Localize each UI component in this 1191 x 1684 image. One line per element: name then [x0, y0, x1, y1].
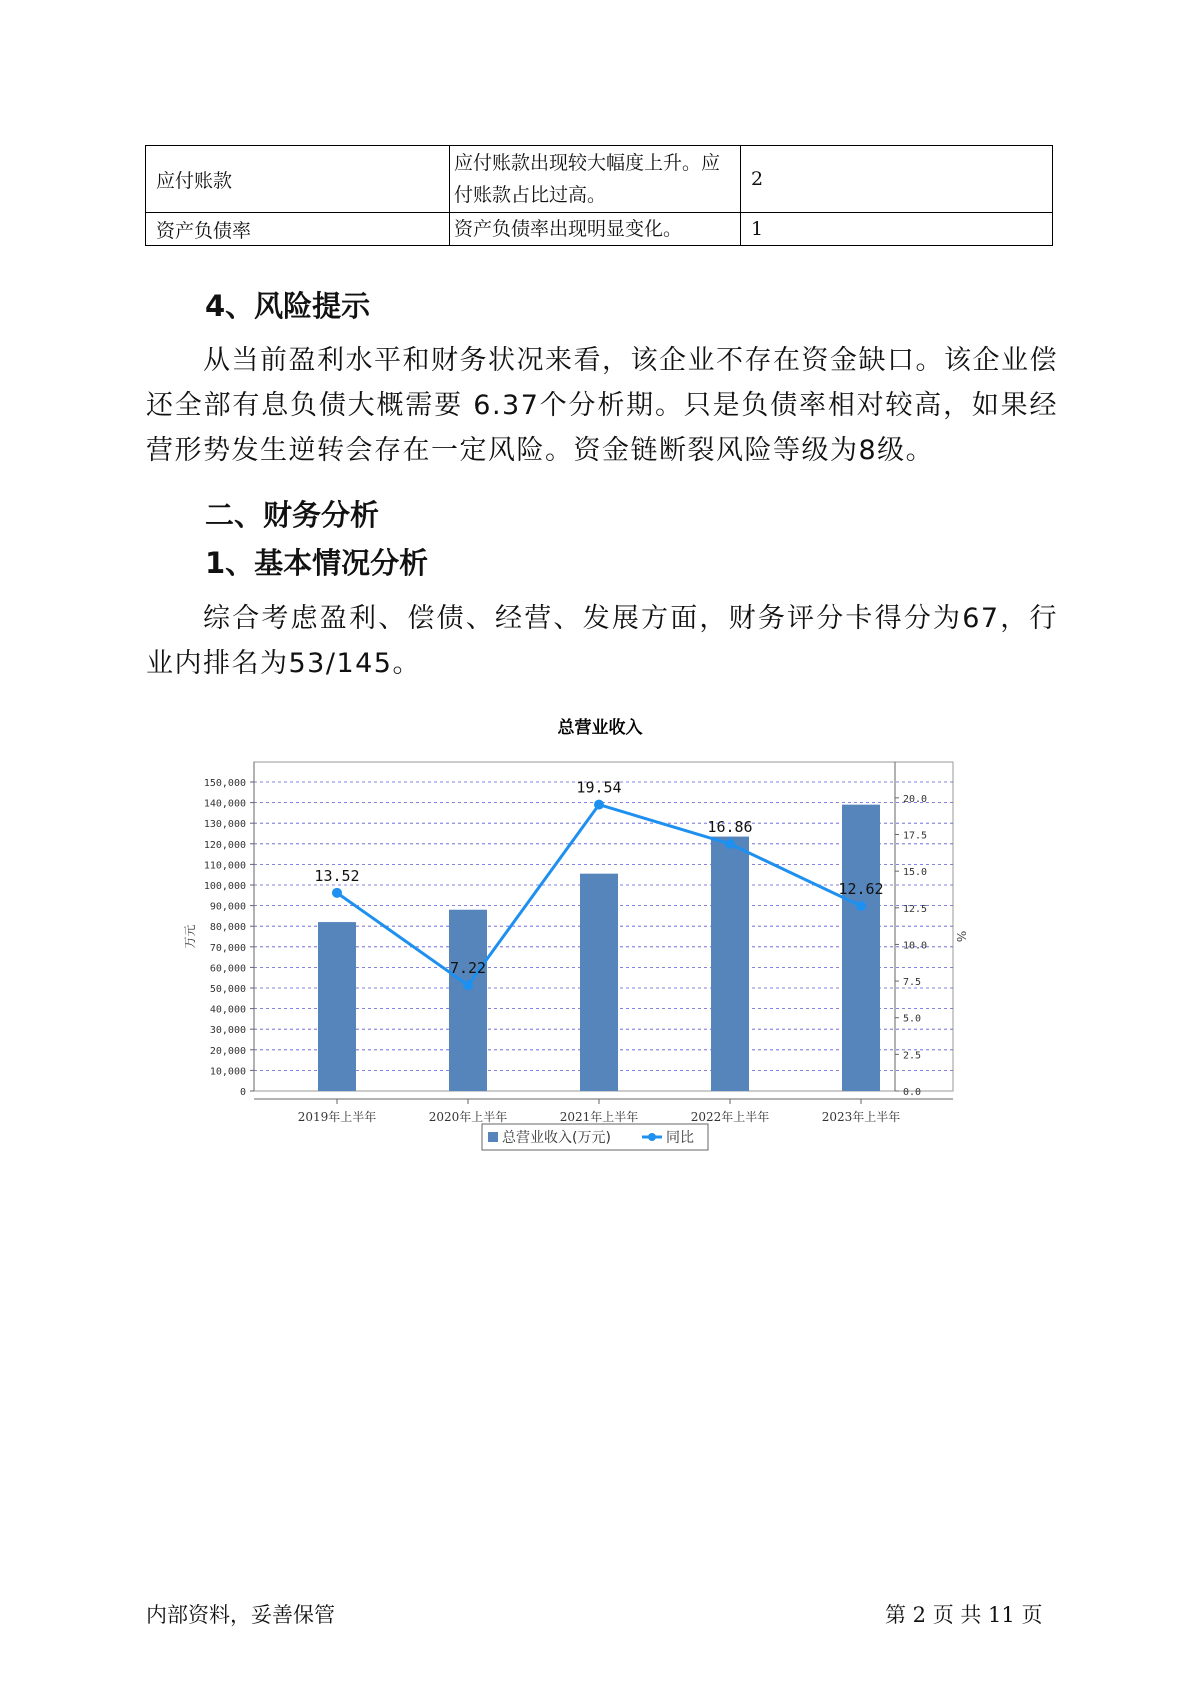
- data-label: 12.62: [838, 880, 884, 899]
- table-cell-item: 资产负债率: [146, 213, 450, 246]
- y2-tick-label: 7.5: [903, 977, 922, 989]
- data-label: 19.54: [576, 778, 622, 797]
- data-label: 7.22: [449, 959, 487, 978]
- y-tick-label: 140,000: [203, 798, 246, 810]
- legend-label-revenue: 总营业收入(万元): [502, 1130, 611, 1146]
- table-cell-item: 应付账款: [146, 146, 450, 213]
- y-tick-label: 20,000: [209, 1045, 246, 1057]
- table-cell-score: 1: [741, 213, 1053, 246]
- y2-tick-label: 2.5: [903, 1050, 922, 1062]
- y-tick-label: 80,000: [209, 922, 246, 934]
- y2-tick-label: 10.0: [903, 940, 928, 952]
- x-tick-label: 2020年上半年: [428, 1110, 508, 1124]
- y-tick-label: 100,000: [203, 881, 246, 892]
- y-tick-label: 50,000: [209, 984, 246, 995]
- y-tick-label: 110,000: [203, 860, 246, 872]
- table-row: [146, 146, 1053, 213]
- yoy-point: [594, 800, 604, 810]
- x-tick-label: 2023年上半年: [821, 1110, 901, 1124]
- x-tick-label: 2019年上半年: [297, 1110, 377, 1124]
- y2-tick-label: 5.0: [903, 1013, 922, 1025]
- table-cell-score: 2: [741, 146, 1053, 213]
- legend-line-marker: [648, 1133, 656, 1141]
- risk-indicator-table: [145, 145, 1053, 246]
- y-tick-label: 90,000: [209, 901, 246, 913]
- revenue-chart: [180, 706, 1040, 1166]
- y-tick-label: 10,000: [209, 1066, 246, 1078]
- y2-tick-label: 0.0: [903, 1087, 922, 1098]
- yoy-point: [856, 901, 866, 911]
- risk-paragraph: 从当前盈利水平和财务状况来看，该企业不存在资金缺口。该企业偿还全部有息负债大概需要 6.37个分析期。只是负债率相对较高，如果经营形势发生逆转会存在一定风险。资金链断裂风险等级为8级。: [146, 345, 1058, 466]
- y-axis-title: 万元: [183, 924, 197, 949]
- y2-tick-label: 12.5: [903, 903, 928, 915]
- data-label: 13.52: [314, 866, 360, 885]
- section-heading-risk: 4、风险提示: [205, 289, 371, 323]
- revenue-bar: [580, 874, 618, 1091]
- x-tick-label: 2022年上半年: [690, 1110, 770, 1124]
- yoy-point: [332, 888, 342, 898]
- y2-tick-label: 15.0: [903, 867, 928, 879]
- y-tick-label: 30,000: [209, 1025, 246, 1037]
- y2-tick-label: 17.5: [903, 830, 928, 842]
- y-tick-label: 60,000: [209, 963, 246, 975]
- footer-page-number: 第 2 页 共 11 页: [885, 1603, 1043, 1627]
- yoy-point: [463, 980, 473, 990]
- revenue-bar: [842, 805, 880, 1091]
- yoy-point: [725, 839, 735, 849]
- table-cell-desc: 应付账款出现较大幅度上升。应付账款占比过高。: [450, 146, 741, 213]
- y-tick-label: 0: [239, 1087, 246, 1098]
- subsection-heading-basic: 1、基本情况分析: [205, 546, 429, 580]
- y-tick-label: 70,000: [209, 942, 246, 954]
- y-tick-label: 130,000: [203, 819, 246, 831]
- revenue-bar: [449, 910, 487, 1091]
- revenue-bar: [318, 922, 356, 1091]
- footer-confidential: 内部资料，妥善保管: [146, 1603, 335, 1627]
- y-tick-label: 40,000: [209, 1004, 246, 1016]
- x-tick-label: 2021年上半年: [559, 1110, 639, 1124]
- y-tick-label: 120,000: [203, 839, 246, 851]
- y-tick-label: 150,000: [203, 778, 246, 789]
- table-row: [146, 213, 1053, 246]
- section-heading-finance: 二、财务分析: [205, 498, 380, 532]
- y2-tick-label: 20.0: [903, 793, 928, 805]
- revenue-bar: [711, 837, 749, 1091]
- table-cell-desc: 资产负债率出现明显变化。: [450, 213, 741, 246]
- basic-analysis-paragraph: 综合考虑盈利、偿债、经营、发展方面，财务评分卡得分为67，行业内排名为53/145。: [146, 603, 1058, 679]
- chart-title: 总营业收入: [557, 718, 643, 738]
- data-label: 16.86: [707, 817, 753, 836]
- y2-axis-title: %: [954, 930, 968, 943]
- legend-label-yoy: 同比: [666, 1130, 694, 1146]
- legend-bar-swatch: [488, 1132, 498, 1142]
